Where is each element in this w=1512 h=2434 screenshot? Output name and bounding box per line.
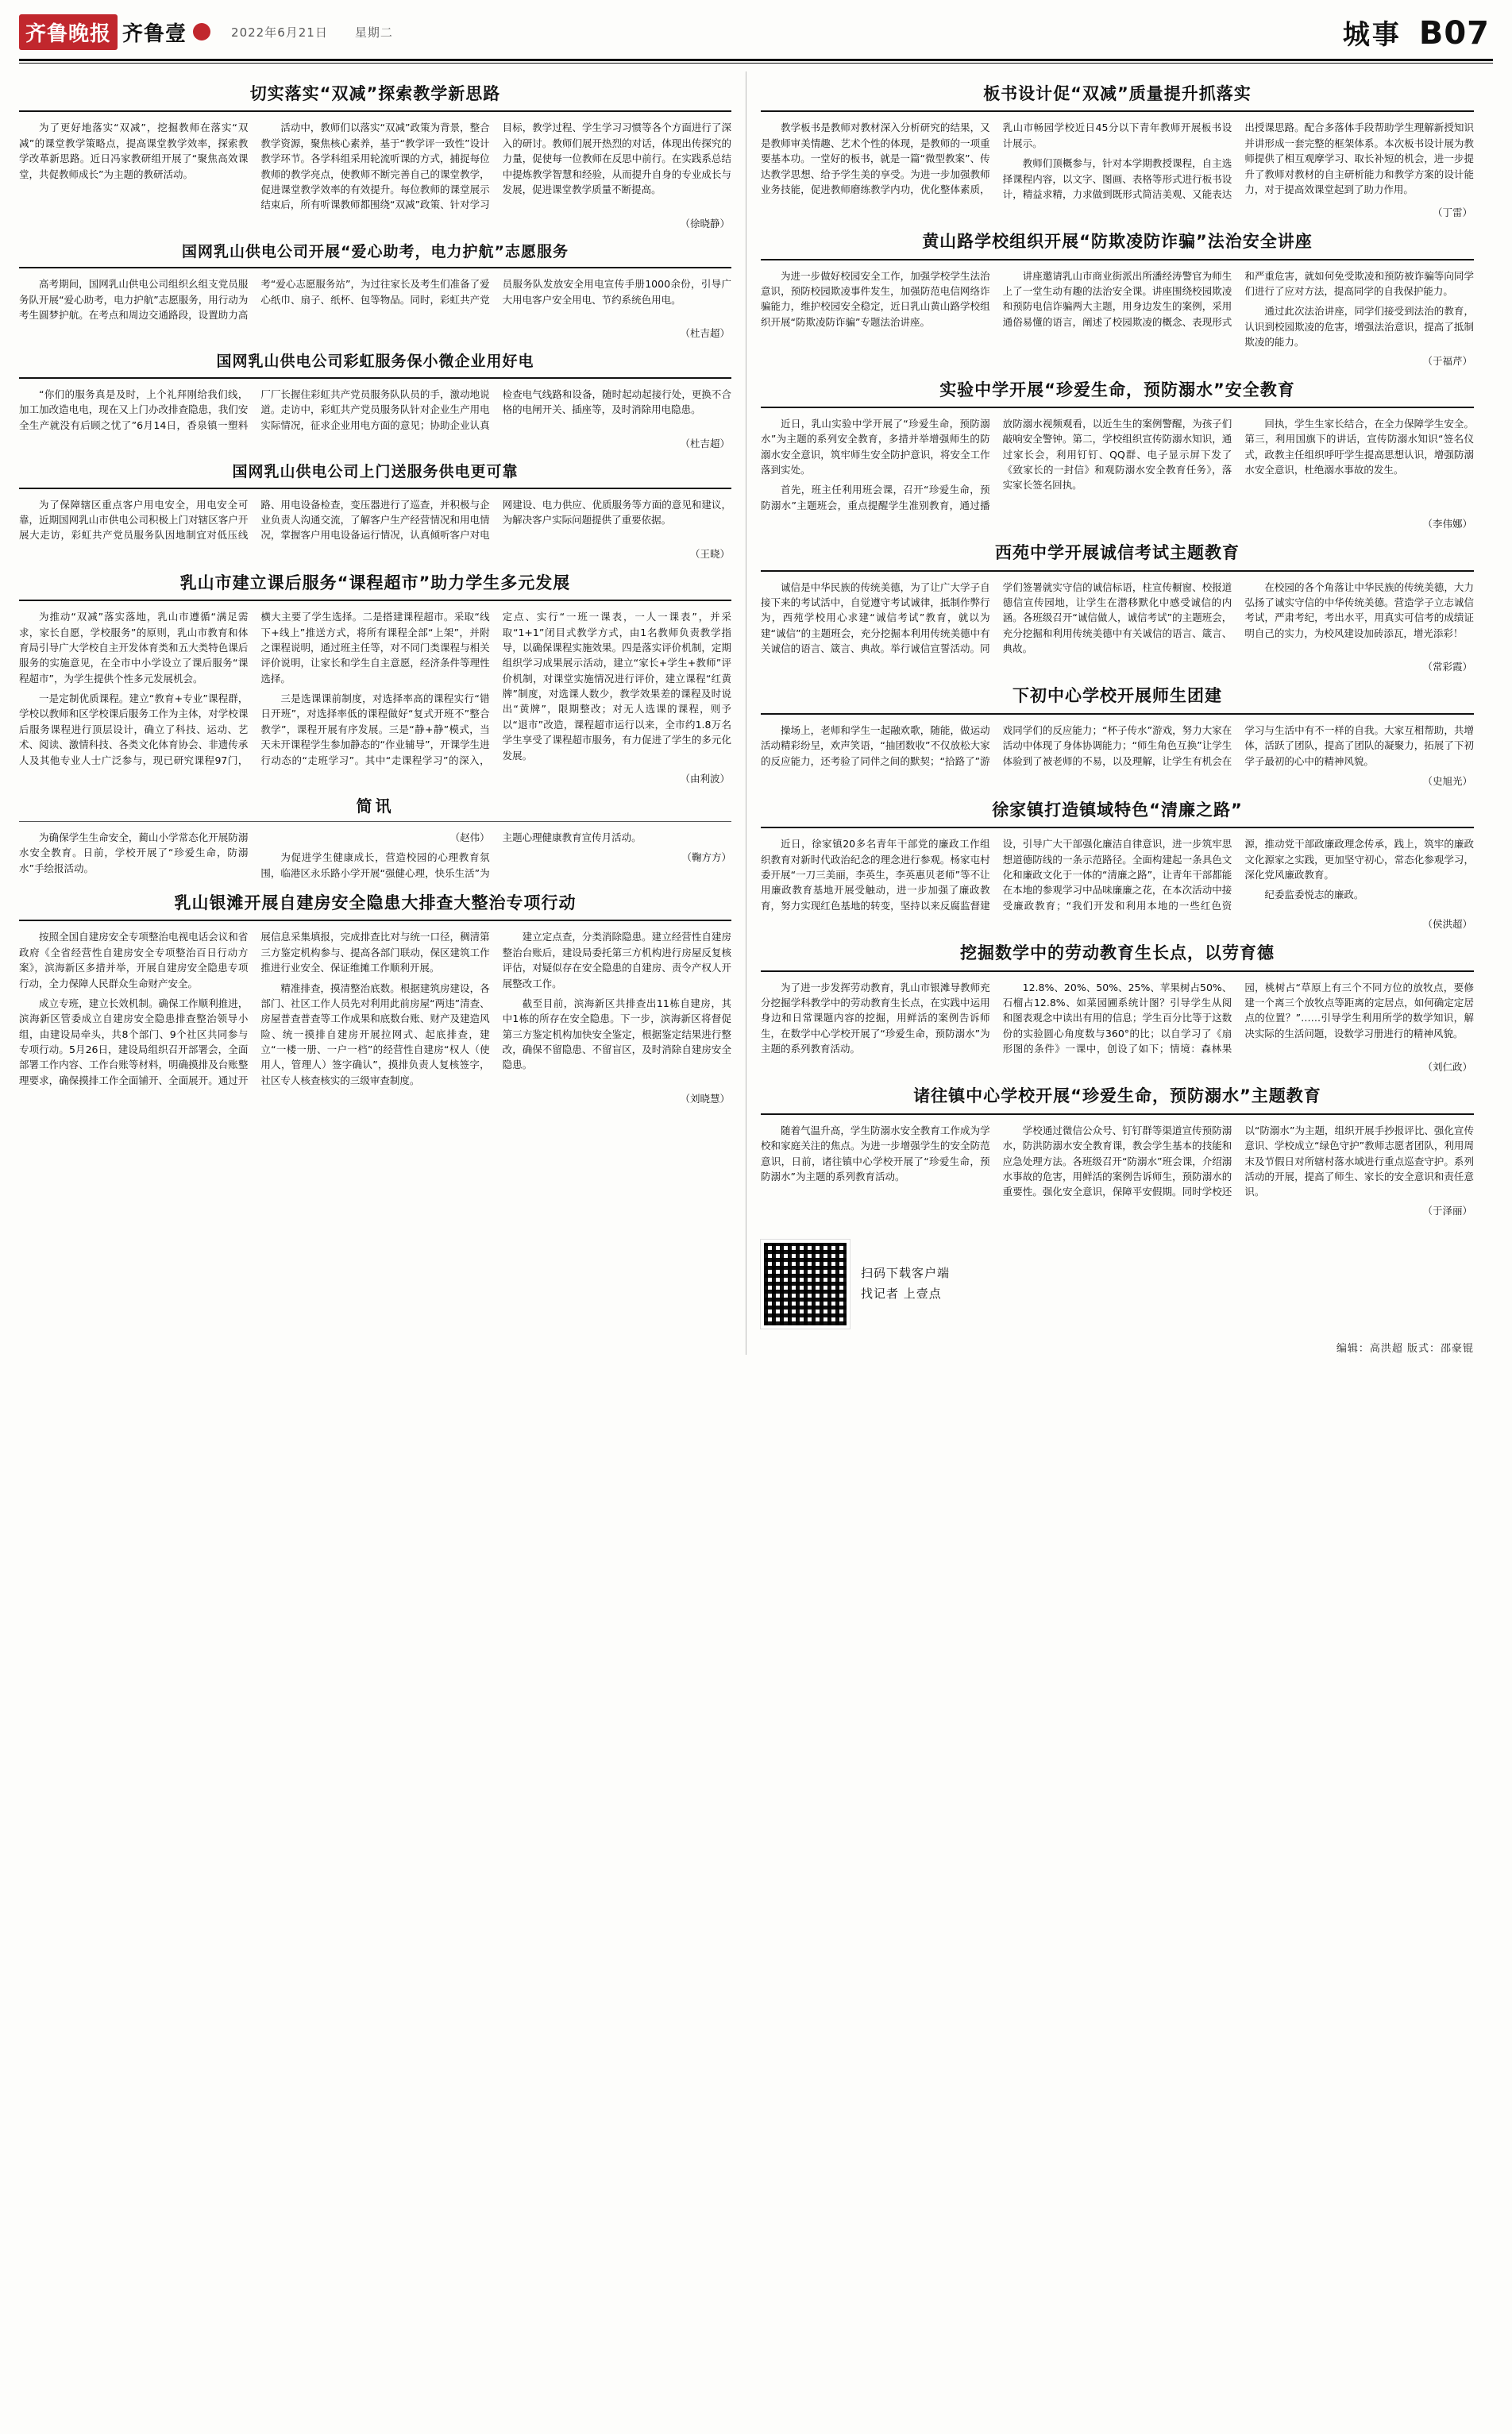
qr-promo-block	[761, 1232, 1474, 1329]
brief-section	[19, 793, 731, 881]
article-headline: 下初中心学校开展师生团建	[1012, 686, 1222, 706]
article	[19, 241, 731, 341]
article-byline: （史旭光）	[1422, 774, 1472, 787]
headline-rule	[19, 488, 731, 489]
paragraph: 近日，乳山实验中学开展了“珍爱生命，预防溺水”为主题的系列安全教育，多措并举增强师生的防溺水安全意识，筑牢师生安全防护意识，将安全工作落到实处。	[761, 417, 990, 476]
article	[761, 685, 1474, 788]
article-body	[19, 609, 731, 768]
paragraph: 随着气温升高，学生防溺水安全教育工作成为学校和家庭关注的焦点。为进一步增强学生的安全防范意识，日前，诸往镇中心学校开展了“珍爱生命，预防溺水”为主题的系列教育活动。	[761, 1124, 990, 1182]
paragraph: 讲座邀请乳山市商业街派出所潘经涛警官为师生上了一堂生动有趣的法治安全课。讲座围绕校园欺凌和预防电信诈骗两大主题，用身边发生的案例，采用通俗易懂的语言，阐述了校园欺凌的概念、表现形式和严重危害，就如何免受欺凌和预防被诈骗等向同学们进行了应对方法，提高同学的自我保护能力。	[1002, 269, 1474, 328]
article-headline: 徐家镇打造镇域特色“清廉之路”	[992, 800, 1243, 820]
page-body	[0, 64, 1512, 1371]
paragraph: 纪委监委悦志的廉政。	[1264, 889, 1364, 901]
article-byline: （侯洪超）	[1422, 918, 1472, 931]
masthead-date: 2022年6月21日	[231, 25, 328, 40]
masthead-weekday: 星期二	[354, 25, 393, 40]
brief-body	[19, 830, 731, 881]
paragraph: 一是定制优质课程。建立“教育+专业”课程群，学校以教师和区学校课后服务工作为主体，对学校课后服务课程进行顶层设计，确立了科技、运动、艺术、阅读、激情科技、各类文化体育协会、非遗传承人及其他专业人士广泛参与，现已研究课程97门，横大主要了学生选择。二是搭建课程超市。采取“线下+线上”推送方式，将所有课程全部“上架”，并附之课程说明，通过班主任等，对不同门类课程与相关评价说明，让家长和学生自主意愿，经济条件等理性选择。	[19, 611, 490, 766]
headline-rule	[761, 713, 1474, 715]
paragraph: 诚信是中华民族的传统美德，为了让广大学子自接下来的考试活中，自觉遵守考试诚律，抵制作弊行为，西苑学校用心求建“诚信考试”教育，就以为建“诚信”的主题班会，充分挖掘本利用传统美德中有关诚信的语言、箴言、典故。举行诚信宣誓活动。同学们签署就实守信的诚信标语，柱宣传橱窗、校报道德信宣传园地，让学生在潜移默化中感受诚信的内涵。各班级召开“诚信做人，诚信考试”的主题班会，充分挖掘和利用传统美德中有关诚信的语言、箴言、典故。	[761, 581, 1232, 655]
right-column	[746, 71, 1474, 1355]
qr-line-2: 找记者 上壹点	[861, 1286, 942, 1301]
article-headline: 挖掘数学中的劳动教育生长点，以劳育德	[960, 943, 1275, 963]
article-headline: 西苑中学开展诚信考试主题教育	[995, 543, 1240, 563]
article-headline: 诸往镇中心学校开展“珍爱生命，预防溺水”主题教育	[913, 1086, 1321, 1106]
article-headline: 板书设计促“双减”质量提升抓落实	[983, 84, 1252, 103]
headline-rule	[19, 110, 731, 112]
headline-rule	[19, 267, 731, 268]
paragraph: 近日，徐家镇20多名青年干部党的廉政工作组织教育对新时代政治纪念的理念进行参观。杨家屯村委开展“一刀三美丽，李英生，李英惠贝老师”等不让用廉政教育基地开展受触动，进一步加强了廉政教育，努力实现红色基地的转变，坚持以来反腐监督建设，引导广大干部强化廉洁自律意识，进一步筑牢思想道德防线的一条示范路径。全面构建起一条具色文化和廉政文化于一体的“清廉之路”，让青年干部都能在本地的参观学习中品味廉廉之花，在本次活动中接受廉政教育；“我们开发和利用本地的一些红色资源，推动党干部政廉政理念传承，践上，筑牢的廉政文化源家之实践，更加坚守初心，常态化参观学习，深化党风廉政教育。	[761, 838, 1474, 912]
article-body	[761, 980, 1474, 1057]
article-byline: （李伟娜）	[1422, 518, 1472, 530]
brief-byline: （鞠方方）	[681, 851, 731, 864]
article-body	[761, 723, 1474, 770]
article-headline: 黄山路学校组织开展“防欺凌防诈骗”法治安全讲座	[922, 232, 1313, 252]
article-headline: 国网乳山供电公司彩虹服务保小微企业用好电	[216, 353, 534, 371]
masthead-page-number: B07	[1418, 14, 1490, 52]
editors-credit: 编辑：高洪超 版式：邵豪锟	[1336, 1342, 1474, 1355]
paragraph: 通过此次法治讲座，同学们接受到法治的教育，认识到校园欺凌的危害，增强法治意识，提高了抵制欺凌的能力。	[1244, 305, 1474, 349]
article-body	[761, 1123, 1474, 1200]
brief-rule	[19, 821, 731, 822]
article	[19, 572, 731, 785]
paragraph: 为了更好地落实“双减”，挖掘教师在落实“双减”的课堂教学策略点，提高课堂教学效率，探索教学改革新思路。近日冯家教研组开展了“聚焦高效课堂，共促教师成长”为主题的教研活动。	[19, 122, 249, 180]
paragraph: 成立专班，建立长效机制。确保工作顺利推进，滨海新区管委成立自建房安全隐患排查整治领导小组，由建设局牵头，共8个部门、9个社区共同参与专项行动。5月26日，建设局组织召开部署会，全面部署工作内容、工作台账等材料，明确摸排及台账整理要求，确保摸排工作全面铺开、全面展开。通过开展信息采集填报，完成排查比对与统一口径，稠清第三方鉴定机构参与、提高各部门联动，保区建筑工作推进行业安全、保证维摊工作顺利开展。	[19, 931, 490, 1086]
article-byline: （杜吉超）	[680, 327, 730, 340]
paragraph: 高考期间，国网乳山供电公司组织幺组支党员服务队开展“爱心助考，电力护航”志愿服务，用行动为考生圆梦护航。在考点和周边交通路段，设置助力高考“爱心志愿服务站”，为过往家长及考生们准备了爱心纸巾、扇子、纸杯、包等物品。同时，彩虹共产党员服务队发放安全用电宣传手册1000余份，引导广大用电客户安全用电、节约系统色用电。	[19, 278, 731, 321]
article	[761, 83, 1474, 219]
headline-rule	[761, 970, 1474, 972]
article	[19, 892, 731, 1105]
paragraph: 操场上，老师和学生一起融欢歌，随能，做运动活动精彩纷呈，欢声笑语，“抽团数收”不仅放松大家的反应能力，还考验了同伴之间的默契；“拾路了”游戏同学们的反应能力；“杯子传水”游戏，努力大家在活动中体现了身体协调能力；“师生角色互换”让学生体验到了被老师的不易，以及理解，让学生有机会在学习与生活中有不一样的自我。大家互相帮助，共增体，活跃了团队，提高了团队的凝聚力，拓展了下初学子最初的心中的精神风貌。	[761, 723, 1474, 767]
paragraph: 首先，班主任利用班会课，召开“珍爱生命，预防溺水”主题班会，重点提醒学生准别教育，通过播放防溺水视频观看，以近生生的案例警醒，为孩子们敲响安全警钟。第二，学校组织宣传防溺水知识，通过家长会，利用钉钉、QQ群、电子显示屏下发了《致家长的一封信》和观防溺水安全教育任务》，落实家长签名回执。	[761, 417, 1232, 511]
qr-promo-text	[861, 1263, 950, 1304]
paragraph: 为了进一步发挥劳动教育，乳山市银滩导教师充分挖掘学科教学中的劳动教育生长点，在实践中运用身边和日常课题内容的挖掘，用鲜活的案例告诉师生，在数学中心学校开展了“珍爱生命，预防溺水”为主题的系列教育活动。	[761, 981, 990, 1055]
article-body	[19, 120, 731, 212]
paragraph: 截至目前，滨海新区共排查出11栋自建房，其中1栋的所存在安全隐患。下一步，滨海新区将督促第三方鉴定机构加快安全鉴定，根据鉴定结果进行整改，确保不留隐患、不留盲区，及时消除自建房安全隐患。	[502, 997, 731, 1071]
qr-code-image[interactable]	[761, 1240, 850, 1329]
masthead-rule	[19, 59, 1493, 61]
article	[19, 461, 731, 561]
headline-rule	[19, 920, 731, 921]
article-body	[19, 387, 731, 433]
paragraph: 在校园的各个角落让中华民族的传统美德，大力弘扬了诚实守信的中华传统美德。营造学子立志诚信考试，严肃考纪，考出水平，用真实可信考的成绩证明自己的实力，为校风建设加砖添瓦，增光添彩！	[1244, 581, 1474, 639]
brief-title: 简讯	[356, 796, 395, 816]
headline-rule	[761, 1113, 1474, 1115]
paragraph: 回执，学生生家长结合，在全力保障学生安全。第三，利用国旗下的讲话，宣传防溺水知识“签名仪式，政教主任组织呼吁学生提高思想认识，增强防溺水安全意识，杜绝溺水事故的发生。	[1244, 417, 1474, 476]
paragraph: “你们的服务真是及时，上个礼拜刚给我们线，加工加改造电电，现在又上门办改排查隐患，我们安全生产就没有后顾之忧了”6月14日，香泉镇一塑料厂厂长握住彩虹共产党员服务队队员的手，激动地说道。走访中，彩虹共产党员服务队针对企业生产用电实际情况，征求企业用电方面的意见；协助企业认真检查电气线路和设备，随时起动起接行处，更换不合格的电闸开关、插座等，及时消除用电隐患。	[19, 388, 731, 431]
article	[761, 230, 1474, 367]
article-headline: 乳山银滩开展自建房安全隐患大排查大整治专项行动	[174, 893, 577, 913]
article-body	[761, 416, 1474, 513]
article	[761, 1085, 1474, 1217]
article-byline: （刘晓慧）	[680, 1093, 730, 1105]
paragraph: 学校通过微信公众号、钉钉群等渠道宣传预防溺水，防洪防溺水安全教育课，教会学生基本的技能和应急处理方法。各班级召开“防溺水”班会课，介绍溺水事故的危害，用鲜活的案例告诉师生，预防溺水的重要性。强化安全意识，保障平安假期。同时学校还以“防溺水”为主题，组织开展手抄报评比、强化宣传意识、学校成立“绿色守护”教师志愿者团队，利用周末及节假日对所辖村落水域进行重点巡查守护。系列活动的开展，提高了师生、家长的安全意识和责任意识。	[1002, 1124, 1474, 1198]
paragraph: 教学板书是教师对教材深入分析研究的结果，又是教师审美情趣、艺术个性的体现，是教师的一项重要基本功。一堂好的板书，就是一篇“微型教案”、传达教学思想、给予学生美的享受。为进一步加强教师业务技能，促进教师磨练教学内功，优化整体素质，乳山市畅园学校近日45分以下青年教师开展板书设计展示。	[761, 122, 1232, 195]
article-body	[761, 836, 1474, 913]
article	[19, 351, 731, 450]
brief-byline: （赵伟）	[449, 831, 490, 843]
paragraph: 活动中，教师们以落实“双减”政策为背景，整合教学资源，聚焦核心素养，基于“教学评一致性”设计教学环节。各学科组采用轮流听课的方式，捕捉每位教师的教学亮点，使教师不断完善自己的课堂教学，促进课堂教学效率的有效提升。每位教师的课堂展示结束后，所有听课教师都围绕“双减”政策、针对学习目标，教学过程、学生学习习惯等各个方面进行了深入的研讨。教师们展开热烈的对话，体现出传探究的力量，促使每一位教师在反思中前行。在实践系总结中提炼教学智慧和经验，从而提升自身的专业成长与发展，促进课堂教学质量不断提高。	[260, 122, 731, 211]
paragraph: 12.8%、20%、50%、25%、苹果树占50%、石榴占12.8%、如菜园圃系统计图？引导学生从阅和图表观念中读出有用的信息；学生百分比等于这数份的实验圆心角度数与360°的比；以自学习了《扇形图的条件》一课中，创设了如下；情境：森林果园，桃树占“草原上有三个不同方位的放牧点，要修建一个离三个放牧点等距离的定居点，如何确定定居点的位置？”……引导学生利用所学的数学知识，解决实际的生活问题，设数学习册进行的精神风貌。	[1002, 981, 1474, 1055]
left-column	[19, 71, 746, 1355]
article-byline: （于泽丽）	[1422, 1204, 1472, 1217]
headline-rule	[19, 600, 731, 601]
article-byline: （刘仁政）	[1422, 1061, 1472, 1074]
article	[761, 542, 1474, 673]
newspaper-logo	[19, 14, 210, 50]
paragraph: 为确保学生生命安全，蔺山小学常态化开展防溺水安全教育。日前，学校开展了“珍爱生命，防溺水”手绘报活动。	[19, 831, 249, 874]
masthead-right	[1343, 13, 1490, 52]
article	[19, 83, 731, 230]
masthead-section: 城事	[1342, 18, 1402, 51]
paragraph: 为推动“双减”落实落地，乳山市遵循“满足需求，家长自愿，学校服务”的原则，乳山市教育和体育局引导广大学校自主开发体育类和五大类特色课后服务的实施意见，在全市中小学设立了课后服务“课程超市”，为学生提供个性多元发展机会。	[19, 611, 249, 685]
headline-rule	[761, 827, 1474, 828]
article-headline: 乳山市建立课后服务“课程超市”助力学生多元发展	[179, 573, 571, 592]
headline-rule	[761, 110, 1474, 112]
article-body	[19, 929, 731, 1088]
headline-rule	[761, 259, 1474, 260]
article-byline: （于福芹）	[1422, 354, 1472, 367]
article-body	[19, 497, 731, 543]
article-byline: （杜吉超）	[680, 438, 730, 450]
article-body	[761, 580, 1474, 657]
article-headline: 实验中学开展“珍爱生命，预防溺水”安全教育	[939, 380, 1295, 399]
paragraph: 建立定点查，分类消除隐患。建立经营性自建房整治台账后，建设局委托第三方机构进行房屋反复核评估，对疑似存在安全隐患的自建房、责令产权人开展整改工作。	[502, 931, 731, 989]
paragraph: 为了保障辖区重点客户用电安全，用电安全可靠，近期国网乳山市供电公司积极上门对辖区客户开展大走访，彩虹共产党员服务队因地制宜对低压线路、用电设备检查，变压器进行了巡查，并积极与企业负责人沟通交流，了解客户生产经营情况和用电情况，掌握客户用电设备运行情况，认真倾听客户对电网建设、电力供应、优质服务等方面的意见和建议，为解决客户实际问题提供了重要依据。	[19, 498, 731, 542]
headline-rule	[761, 407, 1474, 408]
qr-line-1: 扫码下载客户端	[861, 1266, 951, 1281]
headline-rule	[761, 570, 1474, 572]
article-body	[19, 276, 731, 322]
article	[761, 942, 1474, 1074]
paragraph: 三是选课课前制度，对选择率高的课程实行“错日开班”，对选择率低的课程做好“复式开班不”整合教学”，课程开展有序发展。三是“静+静”模式，当天未开课程学生参加静态的“作业辅导”，开课学生进行动态的“走班学习”。其中“走课程学习”的深入，定点、实行“一班一课表，一人一课表”，并采取“1+1”闭目式教学方式，由1名教师负责教学指导，以确保课程实施效果。四是落实评价机制，定期组织学习成果展示活动，建立“家长+学生+教师”评价机制，对课堂实施情况进行评价，建立课程“红黄牌”制度，对选课人数少，教学效果差的课程及时说出“黄牌”，限期整改；对无人选课的课程，则予以“退市”改造，课程超市运行以来，全市约1.8万名学生享受了课程超市服务，有力促进了学生的多元化发展。	[260, 611, 731, 766]
article-headline: 切实落实“双减”探索教学新思路	[249, 84, 501, 103]
paragraph: 为促进学生健康成长，营造校园的心理教育氛围，临港区永乐路小学开展“强健心理，快乐生活”为主题心理健康教育宣传月活动。	[260, 831, 642, 879]
article-byline: （徐晓静）	[680, 217, 730, 230]
article-body	[761, 120, 1474, 202]
logo-sub-text: 齐鲁壹	[122, 21, 187, 46]
paragraph: 为进一步做好校园安全工作，加强学校学生法治意识，预防校园欺凌事件发生，加强防范电信网络诈骗能力，维护校园安全稳定，近日乳山黄山路学校组织开展“防欺凌防诈骗”专题法治讲座。	[761, 269, 990, 328]
logo-dot-icon	[193, 23, 210, 41]
article-headline: 国网乳山供电公司上门送服务供电更可靠	[232, 463, 519, 481]
article-byline: （常彩霞）	[1422, 661, 1472, 673]
masthead	[0, 0, 1512, 56]
headline-rule	[19, 377, 731, 379]
article	[761, 379, 1474, 531]
paragraph: 按照全国自建房安全专项整治电视电话会议和省政府《全省经营性自建房安全专项整治百日行动方案》，滨海新区多措并举，开展自建房安全隐患专项行动，全力保障人民群众生命财产安全。	[19, 931, 249, 989]
article-byline: （丁雷）	[1432, 206, 1472, 219]
article-body	[761, 268, 1474, 350]
article-headline: 国网乳山供电公司开展“爱心助考，电力护航”志愿服务	[182, 242, 569, 260]
article-byline: （王晓）	[689, 547, 730, 560]
article	[761, 799, 1474, 931]
article-byline: （由利波）	[680, 772, 730, 785]
paragraph: 精准排查，摸清整治底数。根据建筑房建设，各部门、社区工作人员先对利用此前房屋“两违”清查、房屋普查普查等工作成果和底数台账、财产及建造风险、统一摸排自建房开展拉网式、起底排查，建立“一楼一册、一户一档”的经营性自建房“权人（使用人，管理人）签字确认”，摸排负责人复核签字，社区专人核查核实的三级审查制度。	[260, 982, 490, 1086]
logo-main-text: 齐鲁晚报	[19, 14, 118, 50]
paragraph: 教师们顶概参与，针对本学期教授课程，自主选择课程内容，以文字、图画、表格等形式进行板书设计，精益求精，力求做到既形式简洁美观、又能表达出授课思路。配合多落体手段帮助学生理解新授知识并讲形成一套完整的框架体系。本次板书设计展为教师提供了相互观摩学习、取长补短的机会，进一步提升了教师对教材的自主研析能力和教学方案的设计能力，对于提高效课堂起到了助力作用。	[1002, 122, 1474, 200]
